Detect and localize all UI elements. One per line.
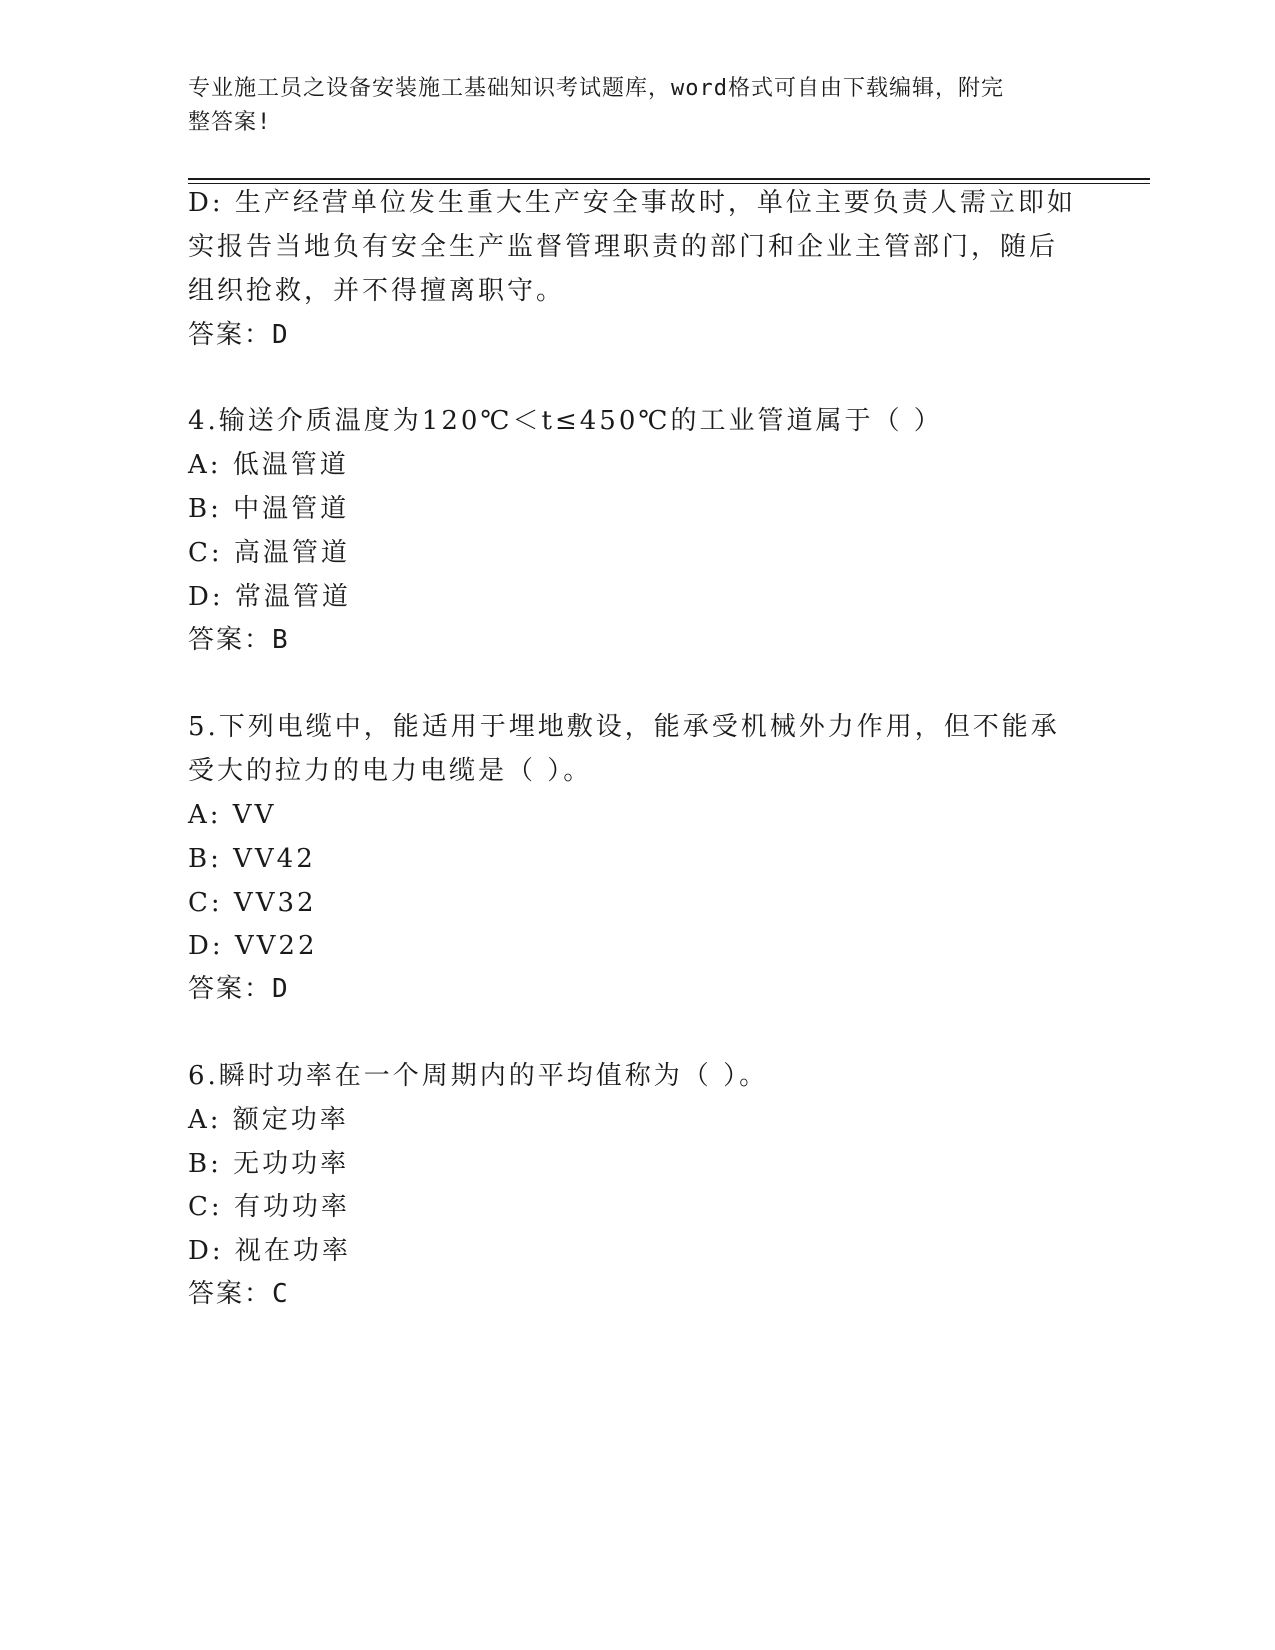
answer-q6: 答案：C [188, 1279, 290, 1309]
header-line-1: 专业施工员之设备安装施工基础知识考试题库，word格式可自由下载编辑，附完 [188, 76, 1004, 101]
header-line-2: 整答案! [188, 110, 272, 135]
q4-option-c: C: 高温管道 [188, 538, 350, 568]
header-divider-thin [188, 183, 1150, 184]
q6-option-c: C: 有功功率 [188, 1192, 350, 1222]
document-header [188, 72, 1068, 140]
header-divider-thick [188, 178, 1150, 180]
q6-option-a: A: 额定功率 [188, 1105, 349, 1135]
q5-option-c: C: VV32 [188, 888, 317, 918]
q4-option-d: D: 常温管道 [188, 582, 351, 612]
option-d-line-1: D: 生产经营单位发生重大生产安全事故时，单位主要负责人需立即如 [188, 188, 1076, 218]
question-4: 4.输送介质温度为120℃＜t≤450℃的工业管道属于（ ） [188, 406, 943, 436]
q5-option-a: A: VV [188, 800, 277, 830]
question-5-line-1: 5.下列电缆中，能适用于埋地敷设，能承受机械外力作用，但不能承 [188, 712, 1060, 742]
q4-option-b: B: 中温管道 [188, 494, 350, 524]
answer-q3: 答案：D [188, 320, 290, 350]
answer-q4: 答案：B [188, 625, 290, 655]
q6-option-d: D: 视在功率 [188, 1236, 351, 1266]
q6-option-b: B: 无功功率 [188, 1149, 350, 1179]
answer-q5: 答案：D [188, 974, 290, 1004]
question-6: 6.瞬时功率在一个周期内的平均值称为（ ）。 [188, 1061, 769, 1091]
question-5-line-2: 受大的拉力的电力电缆是（ ）。 [188, 756, 593, 786]
q5-option-b: B: VV42 [188, 844, 316, 874]
q5-option-d: D: VV22 [188, 931, 318, 961]
option-d-line-2: 实报告当地负有安全生产监督管理职责的部门和企业主管部门，随后 [188, 232, 1059, 262]
option-d-line-3: 组织抢救，并不得擅离职守。 [188, 276, 566, 306]
q4-option-a: A: 低温管道 [188, 450, 349, 480]
